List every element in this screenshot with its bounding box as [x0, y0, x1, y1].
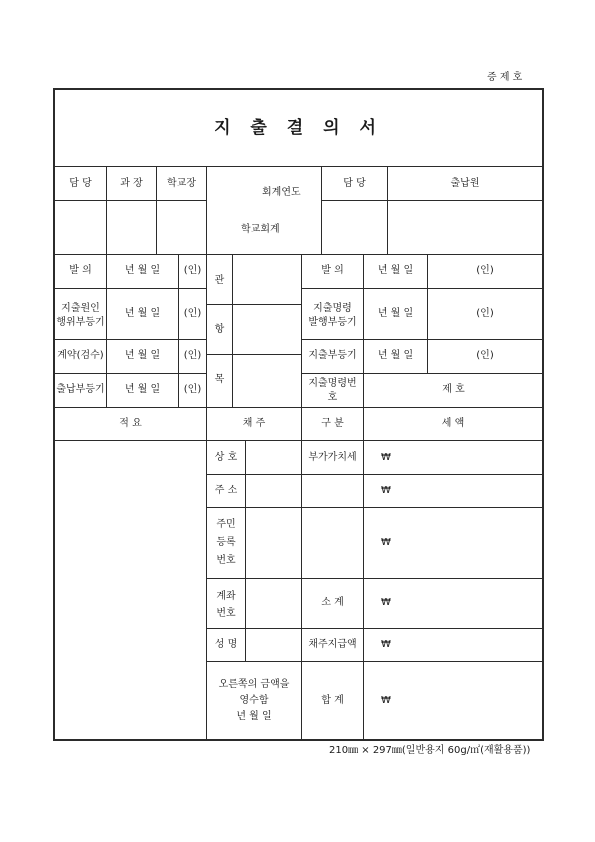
receipt-note-line2: 영수함 [239, 695, 269, 706]
h-line-approval-label-right [321, 200, 543, 201]
budget-label-hang: 항 [214, 324, 225, 335]
resident-number-line2: 등록 [216, 537, 236, 548]
approval-label-principal: 학교장 [167, 178, 196, 189]
right-date-seal-expenditure-book: (인) [476, 350, 494, 361]
voucher-number: 증 제 호 [487, 72, 523, 83]
h-line-date1-left [53, 288, 206, 289]
receipt-note-line3: 년 월 일 [236, 711, 272, 722]
v-line-budget-mid [232, 254, 233, 407]
tax-label-subtotal: 소 계 [321, 597, 344, 608]
creditor-field-address: 주 소 [214, 485, 238, 496]
right-date-seal-order-issue: (인) [476, 308, 494, 319]
h-line-row4 [206, 628, 543, 629]
h-line-budget2 [206, 354, 301, 355]
form-title: 지 출 결 의 서 [214, 118, 383, 138]
h-line-dates-bottom [53, 407, 544, 408]
fiscal-year-label: 회계연도 [262, 187, 301, 198]
v-line-date-label-right [363, 254, 364, 740]
paper-spec-footer: 210㎜ × 297㎜(일반용지 60g/㎡(재활용품)) [329, 745, 531, 756]
tax-won-address-row: ₩ [381, 485, 391, 496]
left-date-label-proposal: 발 의 [69, 265, 92, 276]
approval-label-staff-right: 담 당 [343, 178, 366, 189]
h-line-row2 [206, 507, 543, 508]
h-line-row5 [206, 661, 543, 662]
account-line1: 계좌 [216, 591, 236, 602]
approval-label-cashier: 출납원 [450, 178, 480, 189]
creditor-field-company: 상 호 [214, 452, 238, 463]
order-number-label [302, 377, 363, 405]
receipt-note-line1: 오른쪽의 금액을 [218, 679, 290, 690]
form-frame-bottom [53, 739, 544, 741]
approval-label-staff: 담 당 [69, 178, 92, 189]
form-frame-right [542, 88, 544, 741]
tax-won-creditor-payment: ₩ [381, 639, 391, 650]
column-creditor: 채 주 [242, 418, 266, 429]
column-summary: 적 요 [119, 418, 142, 429]
right-date-label-order-issue [302, 302, 363, 330]
form-frame-top [53, 88, 544, 90]
tax-won-subtotal: ₩ [381, 597, 391, 608]
h-line-date3-left [53, 373, 206, 374]
column-category: 구 분 [321, 418, 344, 429]
h-line-approval-label-left [53, 200, 206, 201]
h-line-date1-right [301, 288, 543, 289]
left-date-value-cashbook: 년 월 일 [124, 384, 161, 395]
creditor-field-account [207, 588, 245, 622]
order-number-line1: 지출명령번 [308, 378, 357, 389]
v-line-creditor-field [245, 440, 246, 661]
expenditure-cause-line2: 행위부등기 [56, 317, 105, 328]
left-date-seal-expenditure-cause: (인) [183, 308, 202, 319]
right-date-seal-proposal: (인) [476, 265, 494, 276]
h-line-row3 [206, 578, 543, 579]
h-line-date2-right [301, 339, 543, 340]
left-date-value-contract: 년 월 일 [124, 350, 161, 361]
v-line-approval-3 [206, 166, 207, 254]
order-number-value: 제 호 [442, 384, 465, 395]
account-line2: 번호 [216, 608, 236, 619]
left-date-label-contract: 계약(검수) [57, 350, 104, 361]
right-date-label-proposal: 발 의 [321, 265, 344, 276]
budget-label-mok: 목 [214, 374, 225, 385]
creditor-field-resident-number [207, 516, 245, 570]
h-line-date3-right [301, 373, 543, 374]
h-line-title [53, 166, 544, 167]
tax-won-resident-row: ₩ [381, 537, 391, 548]
right-date-value-order-issue: 년 월 일 [377, 308, 414, 319]
left-date-seal-proposal: (인) [183, 265, 202, 276]
left-date-label-cashbook: 출납부등기 [56, 384, 105, 395]
left-date-value-proposal: 년 월 일 [124, 265, 161, 276]
right-date-value-expenditure-book: 년 월 일 [377, 350, 414, 361]
receipt-note [207, 677, 301, 725]
tax-label-creditor-payment: 채주지급액 [308, 639, 357, 650]
order-number-line2: 호 [327, 392, 338, 403]
approval-label-section-chief: 과 장 [120, 178, 143, 189]
expenditure-cause-line1: 지출원인 [61, 303, 100, 314]
column-amount: 세 액 [441, 418, 465, 429]
right-date-value-proposal: 년 월 일 [377, 265, 414, 276]
resident-number-line1: 주민 [216, 519, 236, 530]
left-date-seal-contract: (인) [183, 350, 202, 361]
h-line-date2-left [53, 339, 206, 340]
right-date-label-expenditure-book: 지출부등기 [308, 350, 357, 361]
tax-label-vat: 부가가치세 [308, 452, 357, 463]
order-issue-line2: 발행부등기 [308, 317, 357, 328]
left-date-value-expenditure-cause: 년 월 일 [124, 308, 161, 319]
h-line-approval-bottom [53, 254, 544, 255]
resident-number-line3: 번호 [216, 555, 236, 566]
left-date-seal-cashbook: (인) [183, 384, 202, 395]
creditor-field-name: 성 명 [214, 639, 238, 650]
tax-won-total: ₩ [381, 695, 391, 706]
h-line-budget1 [206, 304, 301, 305]
order-issue-line1: 지출명령 [313, 303, 352, 314]
left-date-label-expenditure-cause [55, 302, 106, 330]
h-line-columns [53, 440, 544, 441]
tax-label-total: 합 계 [321, 695, 344, 706]
school-account-label: 학교회계 [241, 224, 280, 235]
h-line-row1 [206, 474, 543, 475]
budget-label-gwan: 관 [214, 275, 225, 286]
tax-won-vat: ₩ [381, 452, 391, 463]
